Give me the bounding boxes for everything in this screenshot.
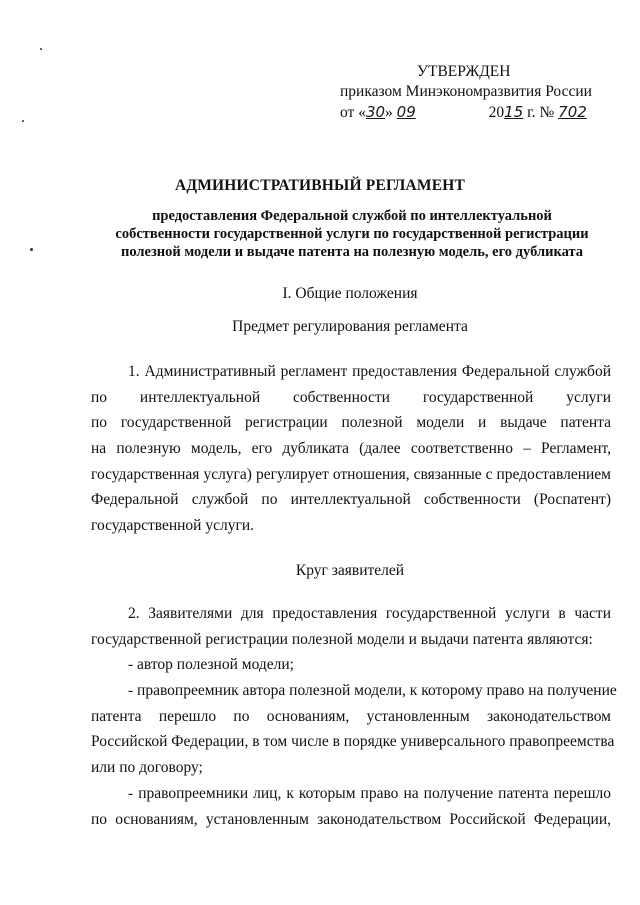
document-title: АДМИНИСТРАТИВНЫЙ РЕГЛАМЕНТ xyxy=(174,177,466,194)
subsection-heading: Предмет регулирования регламента xyxy=(232,318,468,335)
text-line: государственной услуги. xyxy=(91,517,254,535)
date-prefix: от « xyxy=(340,104,366,121)
handwritten-year: 15 xyxy=(504,103,524,121)
subtitle-line: полезной модели и выдаче патента на полезную модель, его дубликата xyxy=(120,244,584,260)
number-label: г. № xyxy=(527,104,555,121)
list-item: - автор полезной модели; xyxy=(128,656,294,674)
approval-stamp xyxy=(340,62,600,123)
paragraph-2 xyxy=(91,601,617,832)
text-line: государственной регистрации полезной модели и выдачи патента являются: xyxy=(91,630,593,648)
text-line: Федеральной службой по интеллектуальной собственности (Роспатент) xyxy=(91,491,611,509)
subsection-heading: Круг заявителей xyxy=(295,562,405,579)
text-line: по интеллектуальной собственности государственной услуги xyxy=(91,388,611,406)
text-line: - правопреемник автора полезной модели, к которому право на получение xyxy=(128,682,617,700)
handwritten-day: 30 xyxy=(365,103,386,121)
text-line: 1. Административный регламент предоставления Федеральной службой xyxy=(128,363,611,380)
year-prefix: 20 xyxy=(488,104,505,121)
text-line: патента перешло по основаниям, установленным законодательством xyxy=(91,707,611,725)
text-line: 2. Заявителями для предоставления государственной услуги в части xyxy=(128,605,611,622)
handwritten-number: 702 xyxy=(558,103,587,121)
text-line: или по договору; xyxy=(91,759,203,777)
paragraph-1 xyxy=(91,359,611,539)
approval-title: УТВЕРЖДЕН xyxy=(417,63,511,80)
scan-speck xyxy=(22,120,24,122)
text-line: по государственной регистрации полезной модели и выдаче патента xyxy=(91,414,611,432)
document-subtitle xyxy=(92,207,612,261)
date-quote: » xyxy=(385,104,393,121)
subtitle-line: собственности государственной услуги по государственной регистрации xyxy=(115,226,589,242)
approval-order: приказом Минэкономразвития России xyxy=(340,83,592,100)
text-line: по основаниям, установленным законодательством Российской Федерации, xyxy=(91,810,611,828)
text-line: - правопреемники лиц, к которым право на получение патента перешло xyxy=(128,784,611,802)
scan-speck xyxy=(40,48,42,50)
scan-speck xyxy=(30,248,33,251)
approval-date-line xyxy=(340,102,600,123)
section-heading: I. Общие положения xyxy=(282,285,418,302)
text-line: на полезную модель, его дубликата (далее соответственно – Регламент, xyxy=(91,440,611,458)
subtitle-line: предоставления Федеральной службой по интеллектуальной xyxy=(152,208,552,224)
handwritten-month: 09 xyxy=(396,103,416,121)
text-line: Российской Федерации, в том числе в порядке универсального правопреемства xyxy=(91,733,615,751)
text-line: государственная услуга) регулирует отношения, связанные с предоставлением xyxy=(91,465,611,483)
